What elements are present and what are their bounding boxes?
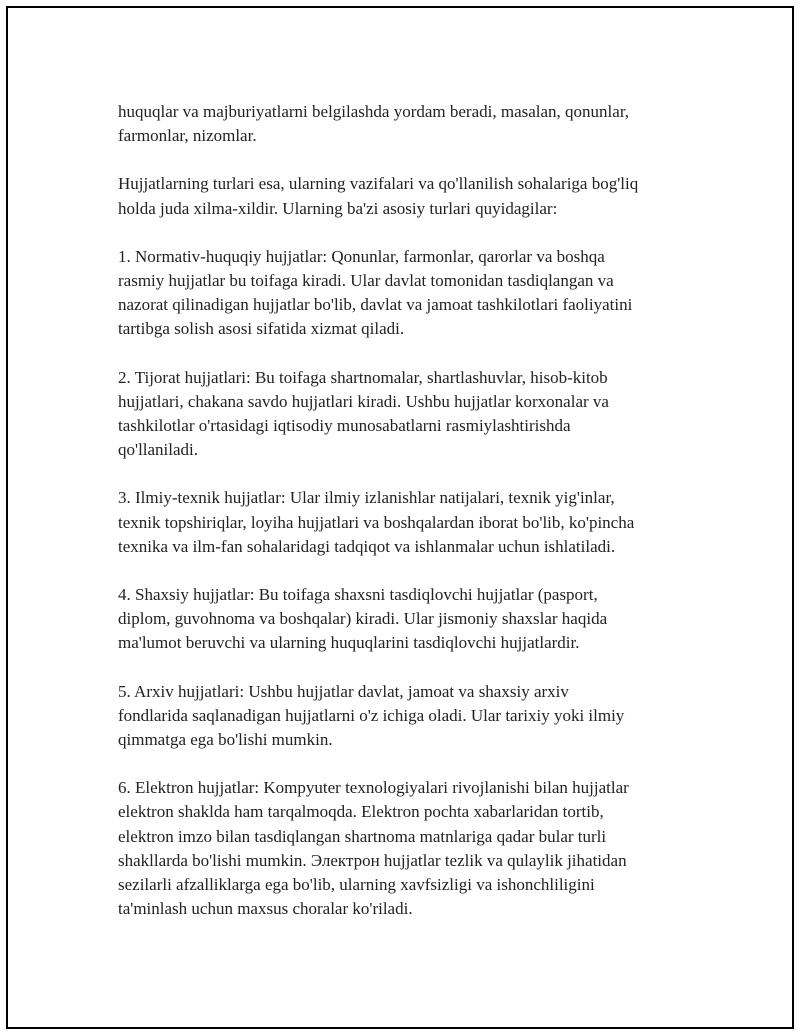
- paragraph-archive-documents: 5. Arxiv hujjatlari: Ushbu hujjatlar davlat, jamoat va shaxsiy arxiv fondlarida saqlanadigan hujjatlarni o'z ichiga oladi. Ular tarixiy yoki ilmiy qimmatga ega bo'lishi mumkin.: [118, 681, 625, 750]
- paragraph-types-overview: Hujjatlarning turlari esa, ularning vazifalari va qo'llanilish sohalariga bog'liq holda juda xilma-xildir. Ularning ba'zi asosiy turlari quyidagilar:: [118, 174, 639, 218]
- document-body: [118, 100, 698, 945]
- paragraph-intro-continuation: huquqlar va majburiyatlarni belgilashda yordam beradi, masalan, qonunlar, farmonlar, nizomlar.: [118, 102, 630, 146]
- paragraph-electronic-documents: 6. Elektron hujjatlar: Kompyuter texnologiyalari rivojlanishi bilan hujjatlar elektron shaklda ham tarqalmoqda. Elektron pochta xabarlaridan tortib, elektron imzo bilan tasdiqlangan shartnoma matnlariga qadar bular turli shakllarda bo'lishi mumkin. Электрон hujjatlar tezlik va qulaylik jihatidan sezilarli afzalliklarga ega bo'lib, ularning xavfsizligi va ishonchliligini ta'minlash uchun maxsus choralar ko'riladi.: [118, 778, 629, 919]
- document-page: [6, 6, 794, 1029]
- paragraph-commercial-documents: 2. Tijorat hujjatlari: Bu toifaga shartnomalar, shartlashuvlar, hisob-kitob hujjatlari, chakana savdo hujjatlari kiradi. Ushbu hujjatlar korxonalar va tashkilotlar o'rtasidagi iqtisodiy munosabatlarni rasmiylashtirishda qo'llaniladi.: [118, 367, 609, 460]
- paragraph-scientific-technical-documents: 3. Ilmiy-texnik hujjatlar: Ular ilmiy izlanishlar natijalari, texnik yig'inlar, texnik topshiriqlar, loyiha hujjatlari va boshqalardan iborat bo'lib, ko'pincha texnika va ilm-fan sohalaridagi tadqiqot va ishlanmalar uchun ishlatiladi.: [118, 488, 635, 556]
- paragraph-normative-legal-documents: 1. Normativ-huquqiy hujjatlar: Qonunlar, farmonlar, qarorlar va boshqa rasmiy hujjatlar bu toifaga kiradi. Ular davlat tomonidan tasdiqlangan va nazorat qilinadigan hujjatlar bo'lib, davlat va jamoat tashkilotlari faoliyatini tartibga solish asosi sifatida xizmat qiladi.: [118, 246, 633, 339]
- paragraph-personal-documents: 4. Shaxsiy hujjatlar: Bu toifaga shaxsni tasdiqlovchi hujjatlar (pasport, diplom, guvohnoma va boshqalar) kiradi. Ular jismoniy shaxslar haqida ma'lumot beruvchi va ularning huquqlarini tasdiqlovchi hujjatlardir.: [118, 585, 608, 653]
